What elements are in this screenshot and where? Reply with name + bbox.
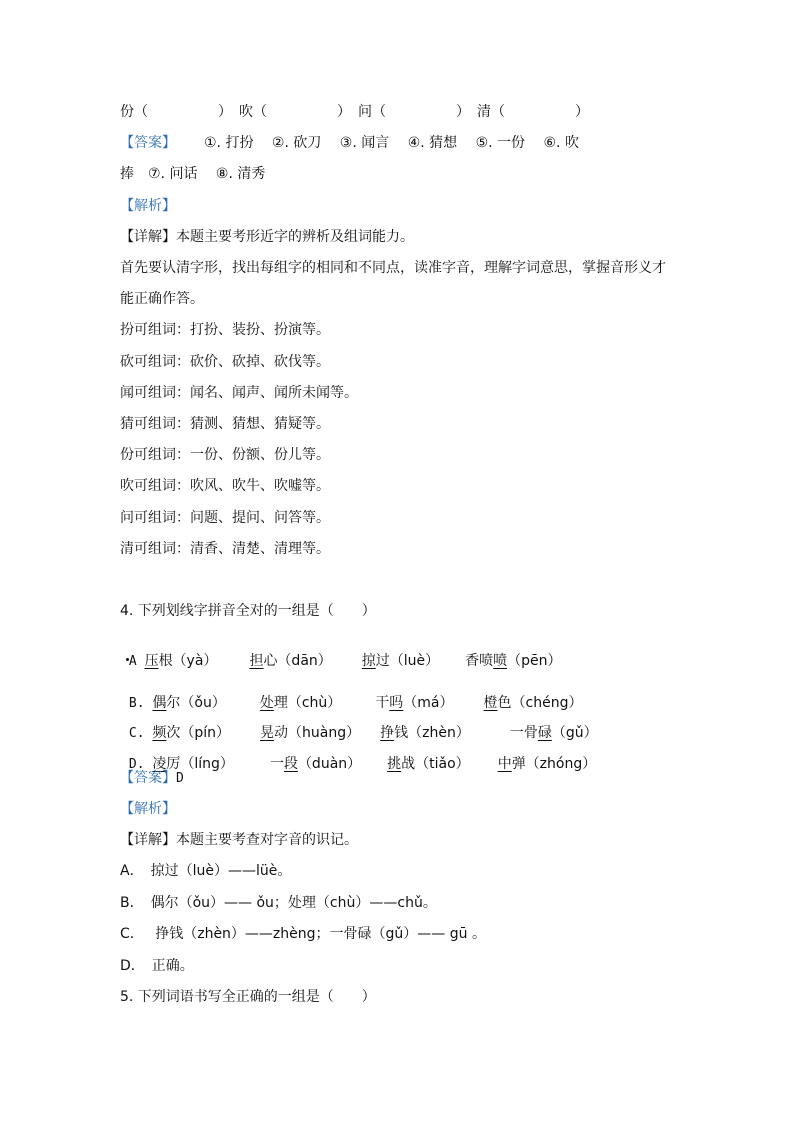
detail-paragraph-2: 能正确作答。 (120, 291, 204, 307)
option-c: C. 频次（pín） 晃动（huàng） 挣钱（zhèn） 一骨碌（gǔ） (128, 725, 598, 741)
option-a: A 压根（yà） 担心（dān） 掠过（luè） 香喷喷（pēn） (128, 653, 562, 669)
word-group: 闻可组词：闻名、闻声、闻所未闻等。 (120, 385, 358, 401)
answer1-text: ①. 打扮 ②. 砍刀 ③. 闻言 ④. 猜想 ⑤. 一份 ⑥. 吹 (204, 135, 579, 151)
explanation-line: A． 掠过（luè）——lüè。 (120, 863, 292, 879)
analysis-tag: 【解析】 (120, 801, 176, 817)
answer2-value: D (176, 771, 184, 786)
word-group: 清可组词：清香、清楚、清理等。 (120, 541, 330, 557)
explanation-line: C． 挣钱（zhèn）——zhèng；一骨碌（gǔ）—— gū 。 (120, 926, 486, 942)
answer-tag: 【答案】 (120, 770, 176, 786)
question-4: 4. 下列划线字拼音全对的一组是（ ） (120, 603, 376, 619)
word-group: 猜可组词：猜测、猜想、猜疑等。 (120, 416, 330, 432)
analysis-tag: 【解析】 (120, 198, 176, 214)
option-b: B. 偶尔（ǒu） 处理（chù） 干吗（má） 橙色（chéng） (128, 695, 583, 711)
answer-tag: 【答案】 (120, 135, 176, 151)
emphasis-dot (126, 658, 129, 661)
answer2-line (120, 769, 184, 788)
answer1-line1 (120, 134, 579, 152)
detail-heading: 【详解】本题主要考查对字音的识记。 (120, 832, 358, 848)
question-5: 5. 下列词语书写全正确的一组是（ ） (120, 989, 376, 1005)
option-d: D. 凌厉（líng） 一段（duàn） 挑战（tiǎo） 中弹（zhóng） (128, 756, 597, 772)
detail-paragraph-1: 首先要认清字形，找出每组字的相同和不同点，读准字音，理解字词意思，掌握音形义才 (120, 260, 666, 276)
word-group: 吹可组词：吹风、吹牛、吹嘘等。 (120, 478, 330, 494)
fill-blank-line: 份（ ） 吹（ ） 问（ ） 清（ ） (120, 104, 589, 120)
explanation-line: D． 正确。 (120, 958, 194, 974)
word-group: 砍可组词：砍价、砍掉、砍伐等。 (120, 354, 330, 370)
detail-heading: 【详解】本题主要考形近字的辨析及组词能力。 (120, 229, 414, 245)
word-group: 扮可组词：打扮、装扮、扮演等。 (120, 322, 330, 338)
answer1-line2: 捧 ⑦. 问话 ⑧. 清秀 (120, 166, 266, 182)
word-group: 问可组词：问题、提问、问答等。 (120, 510, 330, 526)
word-group: 份可组词：一份、份额、份儿等。 (120, 447, 330, 463)
explanation-line: B． 偶尔（ǒu）—— ǒu；处理（chù）——chǔ。 (120, 895, 437, 911)
